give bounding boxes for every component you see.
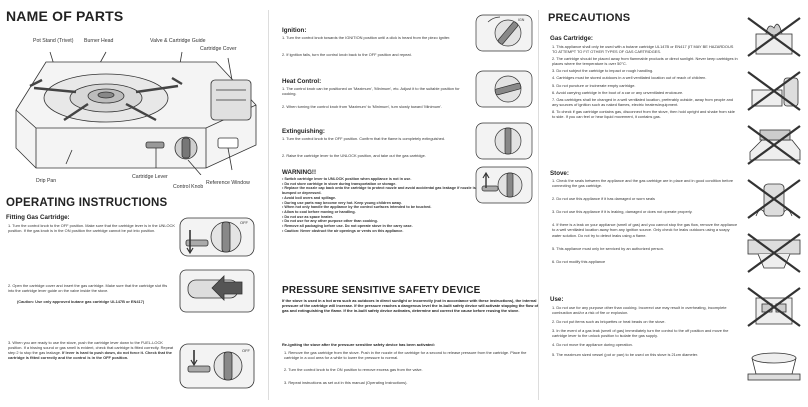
column-divider-1 — [268, 10, 269, 400]
label-reference-window: Reference Window — [206, 180, 250, 186]
stove-item: 5. This appliance must only be serviced by an authorized person. — [552, 245, 664, 251]
label-cartridge-cover: Cartridge Cover — [200, 46, 237, 52]
column-icons — [740, 0, 808, 407]
extinguishing-title: Extinguishing: — [282, 128, 325, 135]
use-item: 2. Do not put items such as briquettes or heat beads on the stove. — [552, 319, 666, 325]
gas-cartridge-list — [552, 44, 738, 119]
warning-item: • Switch cartridge lever to UNLOCK position when appliance is not in use. — [282, 177, 412, 181]
gas-item: 5. Do not puncture or incinerate empty cartridge. — [552, 82, 636, 88]
gas-item: 1. This appliance shall only be used with a butane cartridge UL147B or EN417 (IT MAY BE HAZARDOUS TO ATTEMPT TO FIT OTHER TYPES OF GAS CARTRIDGES. — [552, 44, 734, 55]
use-title: Use: — [550, 296, 564, 303]
ignition-title: Ignition: — [282, 27, 307, 34]
no-oversized-pot-icon — [742, 230, 806, 276]
warning-item: • Do not store cartridge in stove during transportation or storage. — [282, 181, 397, 186]
reignite-step-2: 2. Turn the control knob to the ON position to remove excess gas from the valve. — [284, 367, 423, 372]
label-drip-pan: Drip Pan — [36, 178, 57, 184]
gas-item: 7. Gas cartridges shall be changed in a well ventilated location, preferably outside, away from people and any sources of ignition such as naked flames, electric heaters/equipment. — [552, 96, 734, 107]
pressure-title: PRESSURE SENSITIVE SAFETY DEVICE — [282, 285, 481, 296]
warning-item: • Remove all packaging before use. Do not operate stove in the carry case. — [282, 224, 413, 229]
stove-diagram — [6, 50, 264, 175]
column-precautions — [540, 0, 740, 407]
fitting-title: Fitting Gas Cartridge: — [6, 214, 70, 221]
fitting-step-3-text: 3. When you are ready to use the stove, push the cartridge lever down to the FUEL-LOCK position. If a hissing sound or gas smell is evident, check that cartridge is fitted correctly. Repeat step 2 to stop the gas leakage. — [8, 340, 174, 356]
ignition-step-1: 1. Turn the control knob towards the IGNITION position until a click is heard from the piezo igniter. — [282, 35, 451, 40]
warning-item: • Do not use for any other purpose other than cooking. — [282, 219, 378, 224]
pressure-body: If the stove is used in a hot area such as outdoors in direct sunlight or incorrectly (not in accordance with these instructions), the internal pressure of the cartridge will increase. If the pressure reaches a dangerous level the in-built safety device will activate stopping the flow of gas and extinguishing the flame. If the in-built safety device activates, determine and correct the cause before reusing the stove. — [282, 298, 539, 314]
gas-item: 8. To check if gas cartridge contains gas, disconnect from the stove, then hold upright and shake from side to side. If you can feel or hear liquid movement, it contains gas. — [552, 108, 735, 120]
reignite-step-1: 1. Remove the gas cartridge from the stove. Push in the nozzle of the cartridge for a second to release pressure from the cartridge. Place the cartridge in a cool area for a while to lower the pressure to normal. — [284, 350, 527, 361]
column-divider-2 — [538, 10, 539, 400]
lever-off-text: OFF — [242, 348, 250, 353]
warning-item: • Do not use as space heater. — [282, 214, 333, 219]
label-cartridge-lever: Cartridge Lever — [132, 174, 168, 180]
knob-ign-text: IGN — [518, 18, 525, 22]
no-fire-icon — [742, 14, 806, 60]
reignite-title: Re-igniting the stove after the pressure sensitive safety device has been activated: — [282, 342, 435, 347]
precautions-title: PRECAUTIONS — [548, 12, 631, 24]
pot-size-icon — [742, 340, 806, 386]
fitting-step-3-warning: If lever is hard to push down, do not force it. Check that the cartridge is fitted correctly and the control is in the OFF position. — [8, 350, 172, 361]
warning-item: • During use parts may become very hot. Keep young children away. — [282, 200, 402, 205]
use-item: 1. Do not use for any purpose other than cooking. Incorrect use may result in overheating, incomplete combustion and/or a risk of fire or explosion. — [552, 305, 727, 316]
label-control-knob: Control Knob — [173, 184, 204, 190]
fitting-step-2-caution: (Caution: Use only approved butane gas cartridge UL147B or EN417) — [17, 299, 145, 304]
use-item: 4. Do not move the appliance during operation. — [552, 342, 633, 348]
heat-step-1: 1. The control knob can be positioned on 'Maximum', 'Minimum', etc. Adjust it to the suitable position for cooking. — [282, 86, 460, 97]
ignition-step-2: 2. If ignition fails, turn the control knob back to the OFF position and repeat. — [282, 52, 412, 57]
insert-cartridge-illustration — [176, 266, 258, 316]
knob-off-illustration — [176, 212, 258, 262]
column-ignition — [270, 0, 538, 407]
reignite-step-3: 3. Repeat instructions as set out in this manual (Operating Instructions). — [284, 380, 408, 385]
heat-title: Heat Control: — [282, 78, 322, 85]
gas-item: 4. Cartridges must be stored outdoors in a well ventilated location out of reach of children. — [552, 75, 707, 81]
stove-item: 6. Do not modify this appliance — [552, 258, 606, 264]
no-cover-icon — [742, 122, 806, 168]
stove-item: 2. Do not use this appliance if it has damaged or worn seals — [552, 196, 655, 202]
operating-title: OPERATING INSTRUCTIONS — [6, 197, 168, 209]
warning-item: • Avoid boil overs and spillage. — [282, 195, 337, 200]
column-parts — [0, 0, 268, 407]
fitting-step-1: 1. Turn the control knob to the OFF position. Make sure that the cartridge lever is in the UNLOCK position. If the gas knob is in the ON position the cartridge cannot be put into position. — [8, 223, 175, 234]
gas-item: 3. Do not subject the cartridge to impact or rough handling. — [552, 68, 654, 74]
extinguishing-step-2: 2. Raise the cartridge lever to the UNLOCK position, and take out the gas cartridge. — [282, 153, 426, 158]
fitting-step-2: 2. Open the cartridge cover and insert the gas cartridge. Make sure that the cartridge slot fits into the cartridge lever guide on the valve inside the stove. — [8, 283, 168, 294]
warning-item: • Caution: Never obstruct the air openings or vents on this appliance. — [282, 228, 404, 233]
warning-item: • Replace the nozzle cap back onto the cartridge to protect nozzle and avoid accidental gas leakage if nozzle is bumped or depressed. — [282, 186, 476, 196]
warning-list — [282, 177, 477, 233]
gas-item: 6. Avoid carrying cartridge in the boot of a car or any unventilated enclosure. — [552, 89, 684, 95]
knob-extinguish-illustration — [474, 120, 534, 162]
lever-lock-illustration — [176, 330, 258, 400]
stove-item: 1. Check the seals between the appliance and the gas cartridge are in place and in good condition before connecting the gas cartridge. — [552, 178, 734, 189]
fitting-step-3 — [8, 340, 178, 360]
heat-step-2: 2. When turning the control knob from 'Maximum' to 'Minimum', turn slowly toward 'Minimum'. — [282, 104, 442, 109]
gas-item: 2. The cartridge should be placed away from flammable products or direct sunlight. Never keep cartridges in places where the temperature is over 50°C. — [552, 56, 738, 67]
stove-title: Stove: — [550, 170, 569, 177]
no-heat-source-icon — [742, 68, 806, 114]
label-burner-head: Burner Head — [84, 38, 114, 44]
warning-title: WARNING!! — [282, 169, 317, 176]
use-item: 3. In the event of a gas leak (smell of gas) immediately turn the control to the off position and move the cartridge lever to the unlock position to isolate the gas supply. — [552, 328, 729, 339]
warning-item: • Allow to cool before moving or handling. — [282, 209, 356, 214]
stove-item: 4. If there is a leak on your appliance (smell of gas) and you cannot stop the gas flow, remove the appliance to a well ventilated location away from any ignition source. Only check for leaks outdoors using a soapy water solution. Do not try to detect leaks using a flame. — [552, 222, 738, 238]
lever-unlock-illustration — [474, 164, 534, 206]
parts-title: NAME OF PARTS — [6, 8, 124, 24]
knob-heat-illustration — [474, 68, 534, 110]
use-list — [552, 305, 738, 357]
label-pot-stand: Pot Stand (Trivet) — [33, 38, 74, 44]
label-valve-guide: Valve & Cartridge Guide — [150, 38, 206, 44]
use-item: 5. The maximum sized vessel (pot or pan) to be used on this stove is 21cm diameter. — [552, 351, 699, 357]
stove-list — [552, 178, 738, 264]
warning-item: • When hot only handle the appliance by the control surfaces intended to be touched. — [282, 205, 432, 210]
knob-ignition-illustration — [474, 12, 534, 54]
no-cartridge-heat-icon — [742, 176, 806, 222]
gas-cartridge-title: Gas Cartridge: — [550, 35, 593, 42]
knob-off-text: OFF — [240, 220, 248, 225]
extinguishing-step-1: 1. Turn the control knob to the OFF position. Confirm that the flame is completely extinguished. — [282, 136, 446, 141]
stove-item: 3. Do not use this appliance if it is leaking, damaged or does not operate properly. — [552, 209, 693, 215]
no-indoor-icon — [742, 284, 806, 330]
